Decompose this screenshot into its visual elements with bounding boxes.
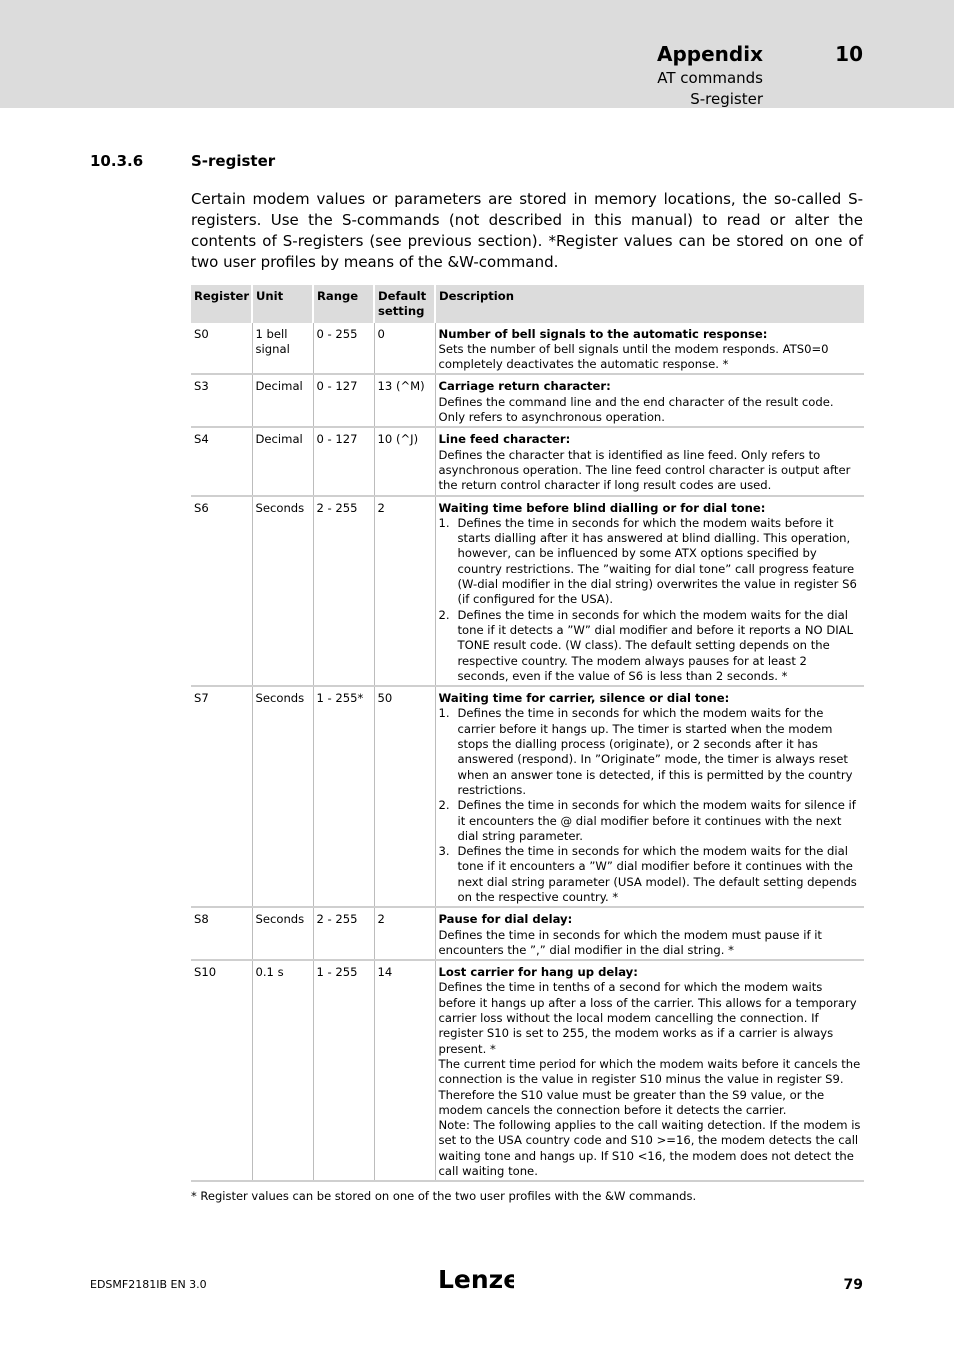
footnote: * Register values can be stored on one of the two user profiles with the &W commands. bbox=[191, 1189, 697, 1203]
intro-paragraph: Certain modem values or parameters are stored in memory locations, the so-called S-registers. Use the S-commands (not described in this manual) to read or alter the contents of S-registers (see previous section). *Register values can be stored on one of two user profiles by means of the &W-command. bbox=[191, 190, 863, 271]
description-cell bbox=[435, 427, 864, 495]
description-list bbox=[439, 516, 862, 684]
unit-cell: Seconds bbox=[252, 686, 313, 907]
description-text: Defines the time in seconds for which the modem must pause if it encounters the ”,” dial modifier in the dial string. * bbox=[438, 927, 822, 957]
description-title: Pause for dial delay: bbox=[438, 912, 573, 927]
s-register-table bbox=[191, 285, 864, 1182]
column-header-range: Range bbox=[313, 285, 374, 323]
table-header-row bbox=[191, 285, 864, 323]
list-item bbox=[439, 798, 862, 844]
unit-cell: 1 bell signal bbox=[252, 323, 313, 375]
list-item-number: 2. bbox=[438, 607, 450, 622]
description-list bbox=[439, 706, 862, 905]
range-cell: 1 - 255* bbox=[313, 686, 374, 907]
description-title: Waiting time before blind dialling or for dial tone: bbox=[438, 500, 766, 515]
description-text: Sets the number of bell signals until the modem responds. ATS0=0 completely deactivates the automatic response. * bbox=[438, 341, 829, 372]
register-cell: S3 bbox=[191, 374, 252, 427]
register-cell: S8 bbox=[191, 907, 252, 960]
table-row bbox=[191, 686, 864, 907]
lenze-logo-text: Lenze bbox=[438, 1265, 514, 1294]
column-header-register: Register bbox=[191, 285, 252, 323]
page-number: 79 bbox=[843, 1277, 863, 1293]
unit-cell: 0.1 s bbox=[252, 960, 313, 1181]
unit-cell: Decimal bbox=[252, 374, 313, 427]
description-note: Note: The following applies to the call waiting detection. If the modem is set to the USA country code and S10 >=16, the modem detects the call waiting tone and hangs up. If S10 <16, the modem does not detect the call waiting tone. bbox=[438, 1118, 861, 1179]
default-cell: 2 bbox=[374, 496, 435, 687]
description-cell bbox=[435, 496, 864, 687]
description-text-2: The current time period for which the modem waits before it cancels the connection is the value in register S10 minus the value in register S9. Therefore the S10 value must be greater than the S9 value, or the modem cancels the connection before it detects the carrier. bbox=[438, 1056, 861, 1117]
list-item bbox=[439, 706, 862, 798]
default-cell: 50 bbox=[374, 686, 435, 907]
description-title: Waiting time for carrier, silence or dial tone: bbox=[438, 691, 730, 706]
list-item bbox=[439, 516, 862, 608]
lenze-logo bbox=[438, 1264, 514, 1298]
default-cell: 10 (^J) bbox=[374, 427, 435, 495]
description-text: Defines the character that is identified as line feed. Only refers to asynchronous operation. The line feed control character is output after the return control character if long result codes are used. bbox=[438, 447, 851, 493]
list-item-text: Defines the time in seconds for which the modem waits before it starts dialling after it has answered at blind dialling. This operation, however, can be influenced by some ATX options specified by country restrictions. The ”waiting for dial tone” call progress feature (W-dial modifier in the dial string) overwrites the value in register S6 (if configured for the USA). bbox=[457, 515, 857, 607]
list-item-text: Defines the time in seconds for which the modem waits for the dial tone if it encounters a ”W” dial modifier before it continues with the next dial string parameter (USA model). The default setting depends on the respective country. * bbox=[457, 844, 857, 904]
table-row bbox=[191, 496, 864, 687]
list-item-text: Defines the time in seconds for which the modem waits for the carrier before it hangs up. The timer is started when the modem stops the dialling process (originate), or 2 seconds after it has answered (respond). In ”Originate” mode, the timer is always reset when an answer tone is detected, if this is permitted by the country restrictions. bbox=[457, 706, 853, 797]
default-cell: 2 bbox=[374, 907, 435, 960]
register-cell: S10 bbox=[191, 960, 252, 1181]
table-row bbox=[191, 960, 864, 1181]
register-cell: S0 bbox=[191, 323, 252, 375]
description-title: Carriage return character: bbox=[438, 379, 611, 394]
list-item-number: 3. bbox=[438, 844, 450, 859]
unit-cell: Seconds bbox=[252, 496, 313, 687]
header-subtitle-at-commands: AT commands bbox=[657, 69, 763, 87]
description-title: Number of bell signals to the automatic response: bbox=[438, 326, 768, 341]
default-cell: 13 (^M) bbox=[374, 374, 435, 427]
chapter-title: Appendix bbox=[657, 42, 763, 66]
unit-cell: Seconds bbox=[252, 907, 313, 960]
range-cell: 2 - 255 bbox=[313, 907, 374, 960]
table-row bbox=[191, 907, 864, 960]
description-title: Line feed character: bbox=[438, 432, 571, 447]
header-band bbox=[0, 0, 954, 108]
register-cell: S7 bbox=[191, 686, 252, 907]
column-header-default-setting: Default setting bbox=[374, 285, 435, 323]
description-cell bbox=[435, 323, 864, 375]
list-item-number: 1. bbox=[438, 515, 450, 530]
range-cell: 0 - 127 bbox=[313, 427, 374, 495]
header-subtitle-s-register: S-register bbox=[690, 90, 763, 108]
section-title: S-register bbox=[191, 152, 276, 170]
description-title: Lost carrier for hang up delay: bbox=[438, 965, 638, 980]
register-cell: S4 bbox=[191, 427, 252, 495]
column-header-description: Description bbox=[435, 285, 864, 323]
default-cell: 0 bbox=[374, 323, 435, 375]
list-item-number: 2. bbox=[438, 798, 450, 813]
section-number: 10.3.6 bbox=[90, 152, 144, 170]
range-cell: 0 - 127 bbox=[313, 374, 374, 427]
description-cell bbox=[435, 960, 864, 1181]
table-row bbox=[191, 374, 864, 427]
range-cell: 0 - 255 bbox=[313, 323, 374, 375]
document-id: EDSMF2181IB EN 3.0 bbox=[90, 1278, 207, 1291]
description-cell bbox=[435, 374, 864, 427]
range-cell: 1 - 255 bbox=[313, 960, 374, 1181]
register-cell: S6 bbox=[191, 496, 252, 687]
table-row bbox=[191, 323, 864, 375]
chapter-number: 10 bbox=[835, 42, 863, 66]
description-cell bbox=[435, 907, 864, 960]
description-text: Defines the command line and the end character of the result code. Only refers to asynchronous operation. bbox=[438, 394, 834, 425]
range-cell: 2 - 255 bbox=[313, 496, 374, 687]
column-header-unit: Unit bbox=[252, 285, 313, 323]
list-item-text: Defines the time in seconds for which the modem waits for silence if it encounters the @ dial modifier before it continues with the next dial string parameter. bbox=[457, 798, 856, 843]
default-cell: 14 bbox=[374, 960, 435, 1181]
list-item-text: Defines the time in seconds for which the modem waits for the dial tone if it detects a ”W” dial modifier and before it reports a NO DIAL TONE result code. (W class). The default setting depends on the respective country. The modem always pauses for at least 2 seconds, even if the value of S6 is less than 2 seconds. * bbox=[457, 607, 854, 683]
list-item bbox=[439, 844, 862, 905]
list-item-number: 1. bbox=[438, 706, 450, 721]
list-item bbox=[439, 608, 862, 684]
lenze-logo-mark bbox=[438, 1264, 514, 1294]
table-row bbox=[191, 427, 864, 495]
unit-cell: Decimal bbox=[252, 427, 313, 495]
description-cell bbox=[435, 686, 864, 907]
description-text: Defines the time in tenths of a second for which the modem waits before it hangs up after a loss of the carrier. This allows for a temporary carrier loss without the local modem cancelling the connection. If register S10 is set to 255, the modem works as if a carrier is always present. * bbox=[438, 980, 857, 1056]
